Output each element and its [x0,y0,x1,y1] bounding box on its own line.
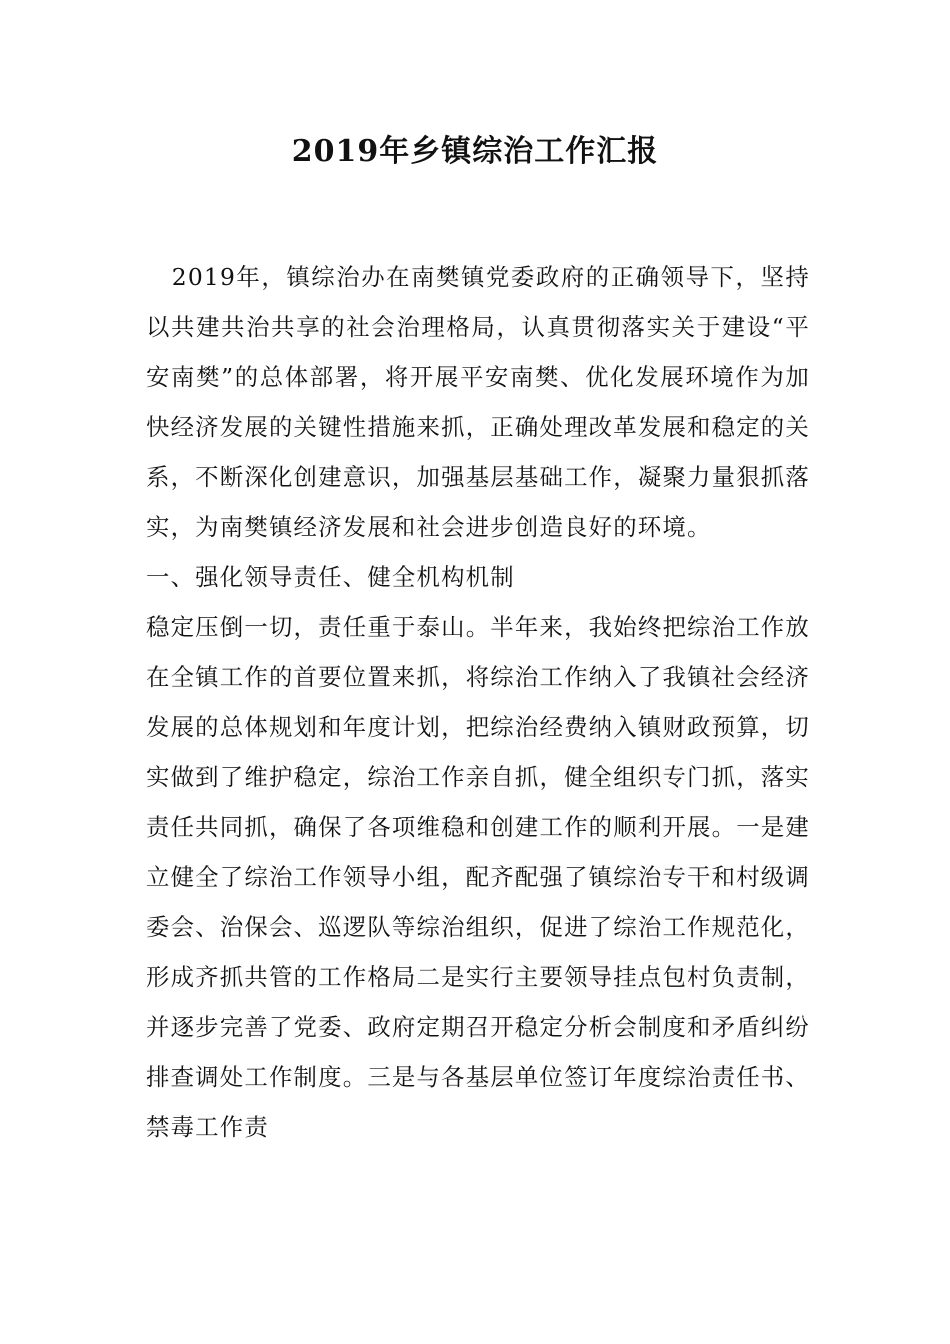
document-body [146,252,810,1152]
paragraph-intro: 2019年，镇综治办在南樊镇党委政府的正确领导下，坚持以共建共治共享的社会治理格局，认真贯彻落实关于建设“平安南樊”的总体部署，将开展平安南樊、优化发展环境作为加快经济发展的关键性措施来抓，正确处理改革发展和稳定的关系，不断深化创建意识，加强基层基础工作，凝聚力量狠抓落实，为南樊镇经济发展和社会进步创造良好的环境。 [146,263,810,541]
paragraph-section-1: 稳定压倒一切，责任重于泰山。半年来，我始终把综治工作放在全镇工作的首要位置来抓，将综治工作纳入了我镇社会经济发展的总体规划和年度计划，把综治经费纳入镇财政预算，切实做到了维护稳定，综治工作亲自抓，健全组织专门抓，落实责任共同抓，确保了各项维稳和创建工作的顺利开展。一是建立健全了综治工作领导小组，配齐配强了镇综治专干和村级调委会、治保会、巡逻队等综治组织，促进了综治工作规范化，形成齐抓共管的工作格局二是实行主要领导挂点包村负责制，并逐步完善了党委、政府定期召开稳定分析会制度和矛盾纠纷排查调处工作制度。三是与各基层单位签订年度综治责任书、禁毒工作责 [146,613,810,1141]
document-title: 2019年乡镇综治工作汇报 [291,134,659,169]
section-heading-1: 一、强化领导责任、健全机构机制 [146,563,515,591]
